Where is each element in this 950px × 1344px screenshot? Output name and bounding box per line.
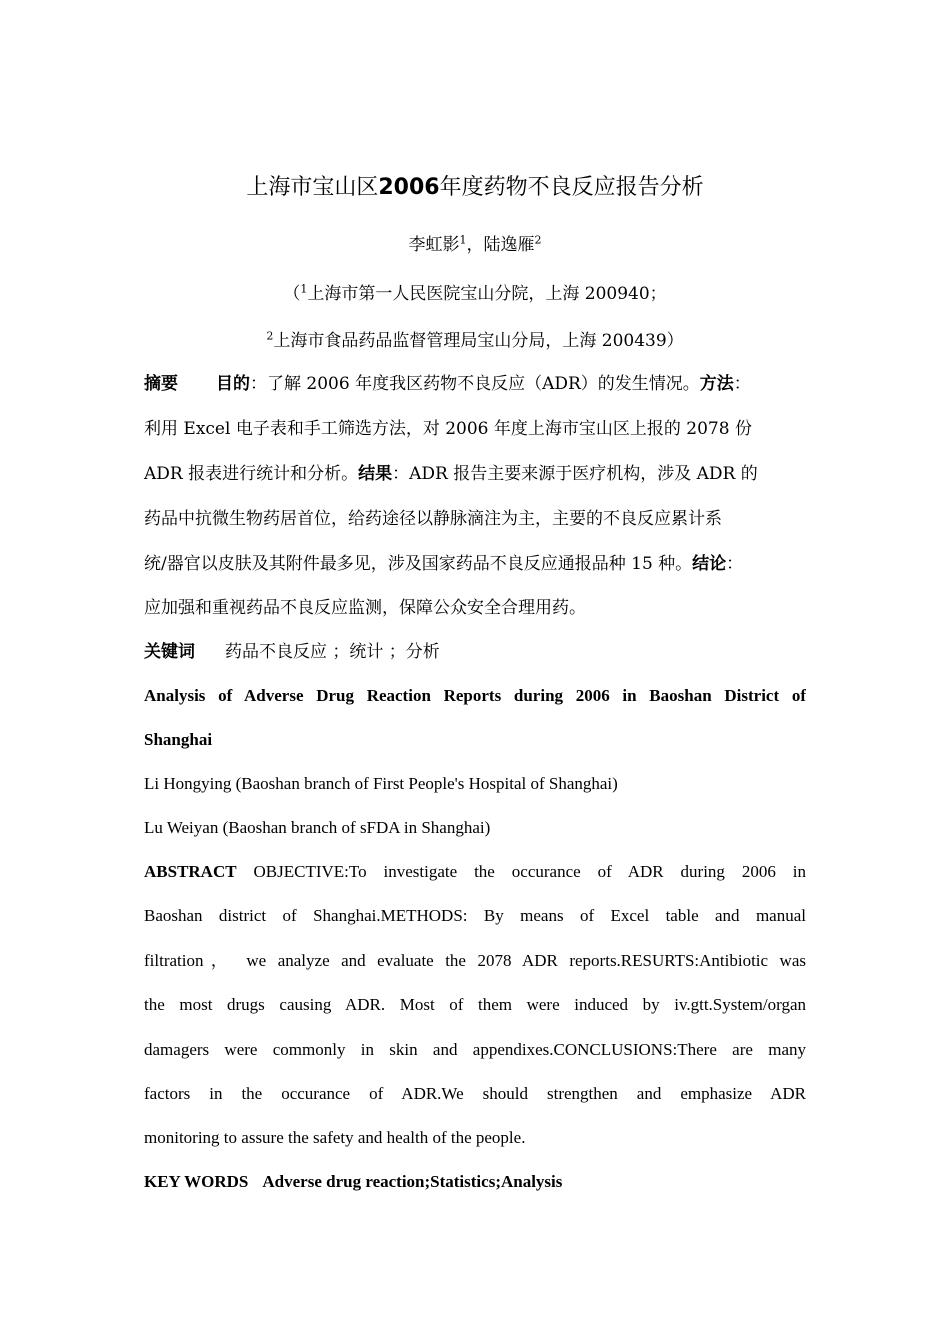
abstract-en-line-2: Baoshan district of Shanghai.METHODS: By means of Excel table and manual [144,906,806,925]
abstract-zh-label: 摘要 [144,374,178,394]
title-year: 2006 [378,175,440,200]
results-colon: ： [392,464,410,484]
title-en-text-2: Shanghai [144,730,213,749]
abstract-zh-line-2: 利用 Excel 电子表和手工筛选方法，对 2006 年度上海市宝山区上报的 2078 份 [144,419,752,439]
affiliation-2-text: 上海市食品药品监督管理局宝山分局，上海 200439） [273,331,684,351]
abstract-en-line-7: monitoring to assure the safety and health of the people. [144,1128,526,1147]
objective-colon: ： [250,374,267,394]
affiliation-1-sup: 1 [300,282,308,296]
keywords-zh [144,640,806,664]
title-en-line-2 [144,728,806,752]
author-sep: ， [466,235,484,255]
abstract-en-line-1 [144,860,806,884]
title-en-line-1 [144,684,806,708]
affiliation-2-sup: 2 [266,329,274,343]
abstract-zh-text-3b: ADR 报告主要来源于医疗机构，涉及 ADR 的 [409,464,758,484]
abstract-en-label: ABSTRACT [144,862,237,881]
keywords-zh-text: 药品不良反应 ；统计 ；分析 [225,642,440,662]
abstract-en-text-1: OBJECTIVE:To investigate the occurance of ADR during 2006 in [236,862,806,881]
title-suffix: 年度药物不良反应报告分析 [439,175,704,200]
results-label: 结果 [358,464,393,484]
abstract-zh-line-1 [144,372,806,396]
abstract-zh-text-3a: ADR 报表进行统计和分析。 [144,464,359,484]
objective-label: 目的 [216,374,250,394]
abstract-zh-line-5 [144,552,806,576]
abstract-en-line-5: damagers were commonly in skin and appendixes.CONCLUSIONS:There are many [144,1040,806,1059]
title-prefix: 上海市宝山区 [246,175,379,200]
abstract-zh-line-3 [144,462,806,486]
abstract-zh-line-6: 应加强和重视药品不良反应监测，保障公众安全合理用药。 [144,598,586,618]
conclusion-label: 结论 [692,554,727,574]
abstract-zh-text-5: 统/器官以皮肤及其附件最多见，涉及国家药品不良反应通报品种 15 种。 [144,554,693,574]
author-2: 陆逸雁 [483,235,535,255]
title-en-text-1: Analysis of Adverse Drug Reaction Reports during 2006 in Baoshan District of [144,686,806,705]
methods-label: 方法 [699,374,734,394]
author-1: 李虹影 [408,235,460,255]
abstract-en-line-3: filtration， we analyze and evaluate the 2078 ADR reports.RESURTS:Antibiotic was [144,951,806,970]
affiliation-line-1 [0,279,950,304]
author-en-1: Li Hongying (Baoshan branch of First People's Hospital of Shanghai) [144,774,618,793]
affiliation-1-text: 上海市第一人民医院宝山分院，上海 200940； [307,284,667,304]
paper-title [0,170,950,201]
abstract-zh-line-4: 药品中抗微生物药居首位，给药途径以静脉滴注为主，主要的不良反应累计系 [144,509,722,529]
affiliation-line-2 [0,326,950,351]
methods-colon: ： [733,374,751,394]
keywords-zh-label: 关键词 [144,642,195,662]
author-en-2: Lu Weiyan (Baoshan branch of sFDA in Shanghai) [144,818,491,837]
author-1-sup: 1 [459,233,467,247]
conclusion-colon: ： [726,554,744,574]
affiliation-open: （ [283,284,301,304]
abstract-en-line-4: the most drugs causing ADR. Most of them were induced by iv.gtt.System/organ [144,995,806,1014]
keywords-en [144,1170,806,1194]
author-2-sup: 2 [534,233,542,247]
keywords-en-label: KEY WORDS [144,1172,249,1191]
abstract-en-line-6: factors in the occurance of ADR.We should strengthen and emphasize ADR [144,1084,806,1103]
keywords-en-text: Adverse drug reaction;Statistics;Analysis [262,1172,563,1191]
author-line [0,230,950,255]
abstract-zh-text-1: 了解 2006 年度我区药物不良反应（ADR）的发生情况。 [267,374,700,394]
